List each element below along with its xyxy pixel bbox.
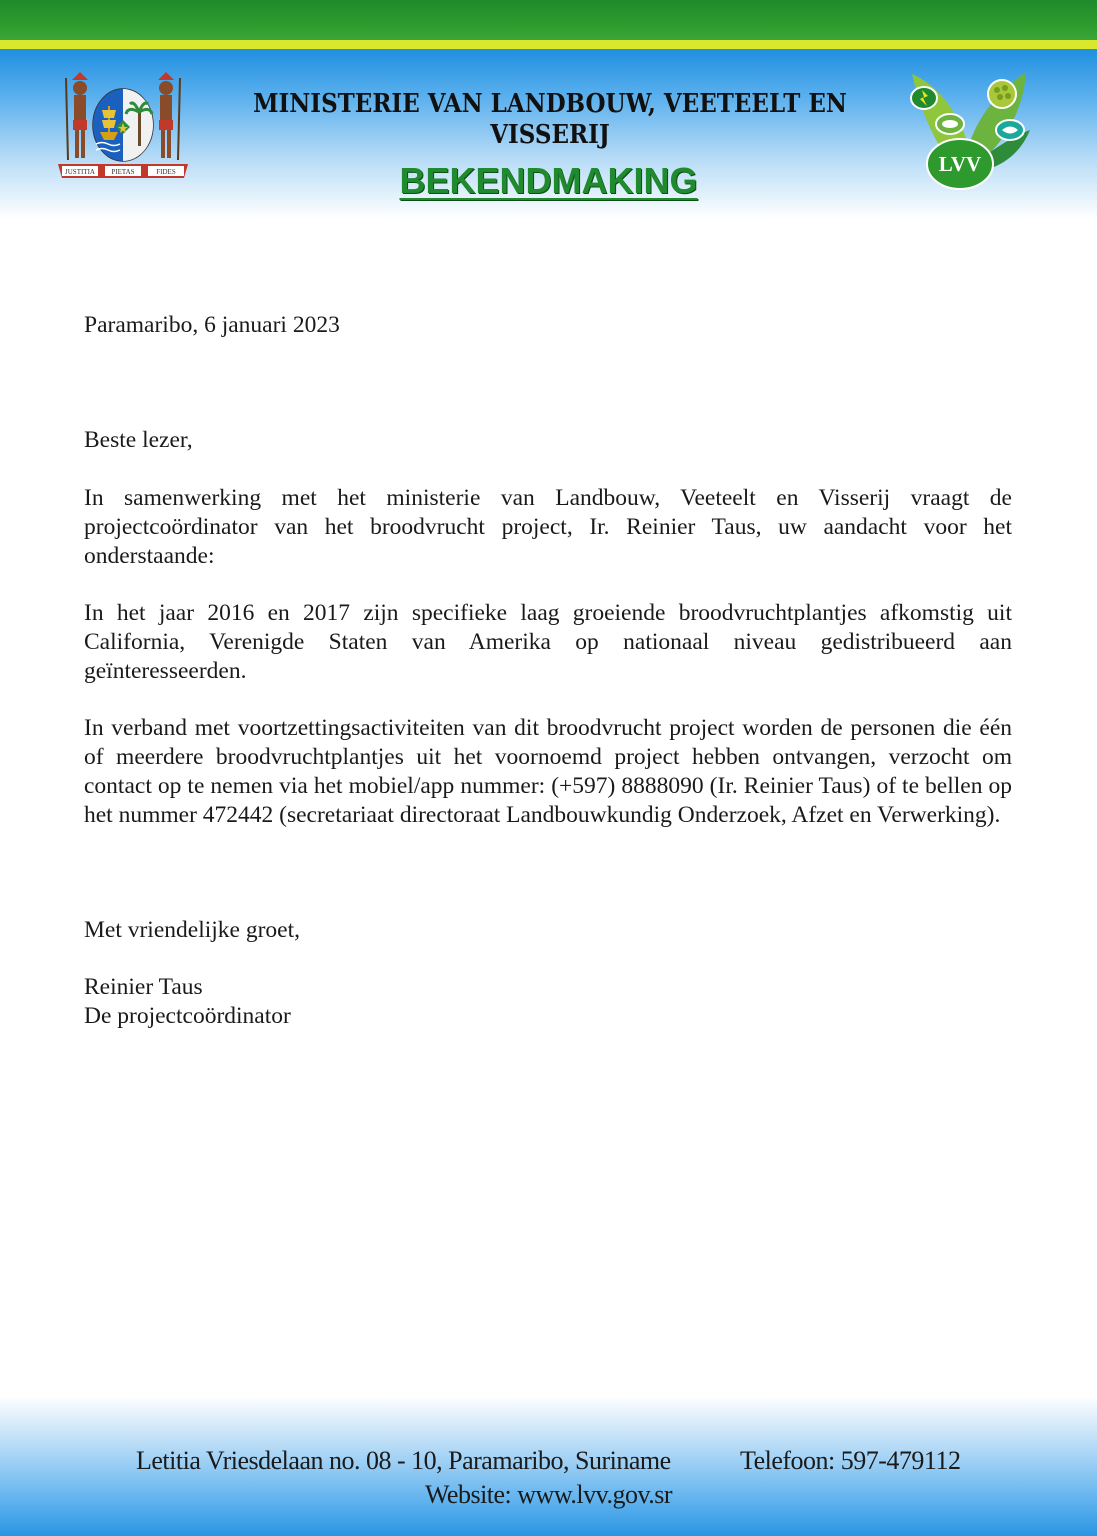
signatory-role: De projectcoördinator xyxy=(84,1003,291,1029)
footer-website: Website: www.lvv.gov.sr xyxy=(424,1480,673,1509)
footer-phone: Telefoon: 597-479112 xyxy=(740,1446,961,1475)
lvv-logo-text: LVV xyxy=(938,152,982,176)
document-title: BEKENDMAKING xyxy=(399,160,698,201)
letter-paragraph-1: In samenwerking met het ministerie van Landbouw, Veeteelt en Visserij vraagt de projectcoördinator van het broodvrucht project, Ir. Reinier Taus, uw aandacht voor het onderstaande: xyxy=(84,485,1012,569)
letter-paragraph-2: In het jaar 2016 en 2017 zijn specifieke laag groeiende broodvruchtplantjes afkomstig uit California, Verenigde Staten van Amerika op nationaal niveau gedistribueerd aan geïnteresseerden. xyxy=(84,600,1012,684)
letter-salutation: Beste lezer, xyxy=(84,427,193,453)
shield xyxy=(93,89,153,161)
motto-ribbon xyxy=(58,164,188,178)
right-supporter xyxy=(158,72,180,160)
motto-justitia: JUSTITIA xyxy=(65,168,95,176)
signatory-name: Reinier Taus xyxy=(84,974,203,1000)
ministry-name: MINISTERIE VAN LANDBOUW, VEETEELT EN VISSERIJ xyxy=(253,87,847,151)
letter-paragraph-3: In verband met voortzettingsactiviteiten van dit broodvrucht project worden de personen die één of meerdere broodvruchtplantjes uit het voornoemd project hebben ontvangen, verzocht om contact op te nemen via het mobiel/app nummer: (+597) 8888090 (Ir. Reinier Taus) of te bellen op het nummer 472442 (secretariaat directoraat Landbouwkundig Onderzoek, Afzet en Verwerking). xyxy=(84,715,1012,828)
coat-of-arms-icon xyxy=(56,70,190,182)
lvv-logo-icon xyxy=(904,68,1032,192)
letter-date: Paramaribo, 6 januari 2023 xyxy=(84,312,340,338)
motto-fides: FIDES xyxy=(156,168,176,176)
letter-closing: Met vriendelijke groet, xyxy=(84,917,300,943)
motto-pietas: PIETAS xyxy=(111,168,135,176)
header-green-band xyxy=(0,0,1097,40)
header-yellow-stripe xyxy=(0,40,1097,49)
left-supporter xyxy=(66,72,88,160)
footer-address: Letitia Vriesdelaan no. 08 - 10, Paramaribo, Suriname xyxy=(136,1446,671,1475)
